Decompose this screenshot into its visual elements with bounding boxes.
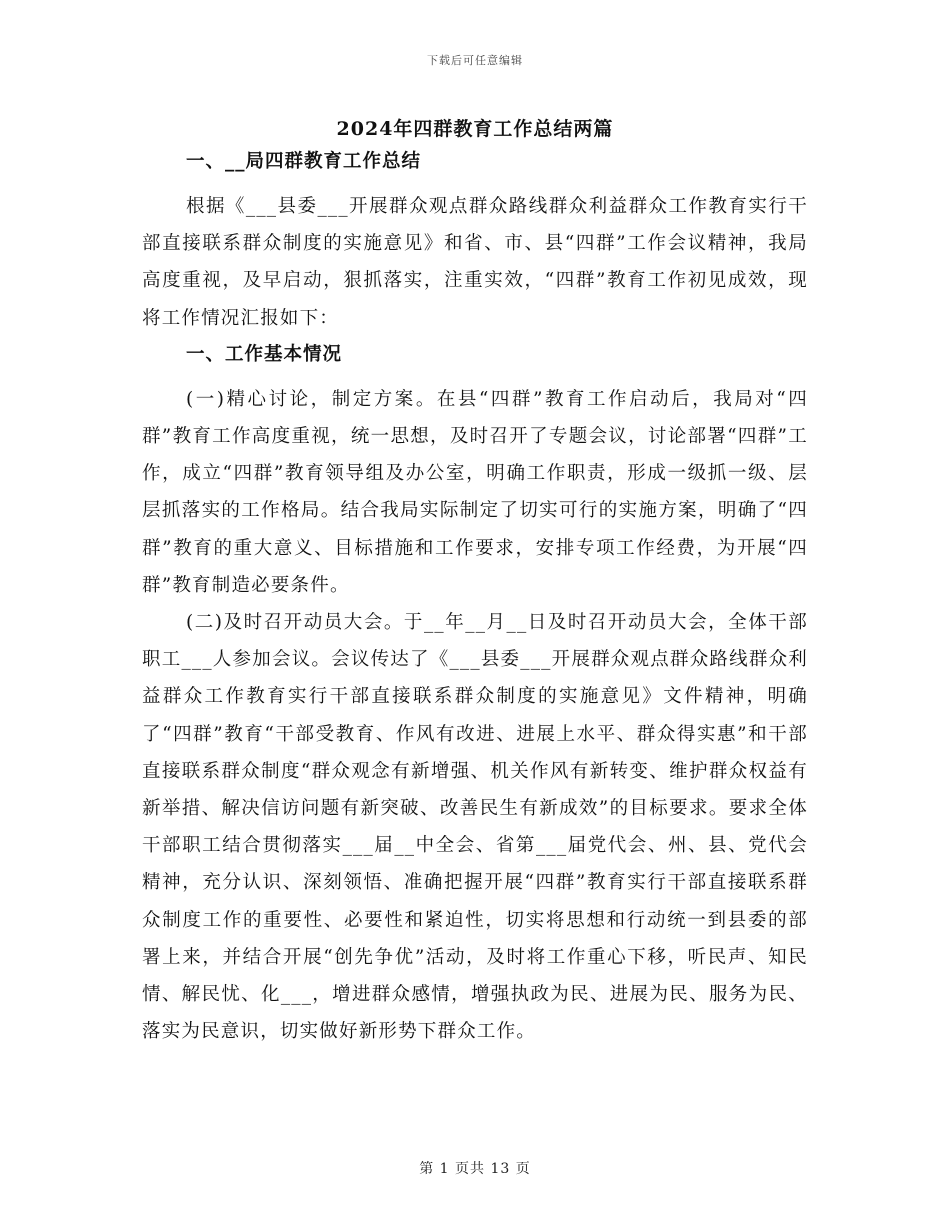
page-footer: 第 1 页共 13 页 xyxy=(419,1161,531,1177)
section-heading: 一、__局四群教育工作总结 xyxy=(186,151,422,172)
document-title: 2024年四群教育工作总结两篇 xyxy=(336,118,614,140)
intro-paragraph: 根据《___县委___开展群众观点群众路线群众利益群众工作教育实行干部直接联系群众制度的实施意见》和省、市、县“四群”工作会议精神，我局高度重视，及早启动，狠抓落实，注重实效，“四群”教育工作初见成效，现将工作情况汇报如下： xyxy=(142,196,808,329)
header-note: 下载后可任意编辑 xyxy=(427,54,523,67)
paragraph-2: (二)及时召开动员大会。于__年__月__日及时召开动员大会，全体干部职工___人参加会议。会议传达了《___县委___开展群众观点群众路线群众利益群众工作教育实行干部直接联系群众制度的实施意见》文件精神，明确了“四群”教育“干部受教育、作风有改进、进展上水平、群众得实惠”和干部直接联系群众制度“群众观念有新增强、机关作风有新转变、维护群众权益有新举措、解决信访问题有新突破、改善民生有新成效”的目标要求。要求全体干部职工结合贯彻落实___届__中全会、省第___届党代会、州、县、党代会精神，充分认识、深刻领悟、准确把握开展“四群”教育实行干部直接联系群众制度工作的重要性、必要性和紧迫性，切实将思想和行动统一到县委的部署上来，并结合开展“创先争优”活动，及时将工作重心下移，听民声、知民情、解民忧、化___，增进群众感情，增强执政为民、进展为民、服务为民、落实为民意识，切实做好新形势下群众工作。 xyxy=(142,612,808,1043)
document-body xyxy=(142,150,808,1050)
subsection-heading: 一、工作基本情况 xyxy=(186,343,343,365)
paragraph-1: (一)精心讨论，制定方案。在县“四群”教育工作启动后，我局对“四群”教育工作高度重视，统一思想，及时召开了专题会议，讨论部署“四群”工作，成立“四群”教育领导组及办公室，明确工作职责，形成一级抓一级、层层抓落实的工作格局。结合我局实际制定了切实可行的实施方案，明确了“四群”教育的重大意义、目标措施和工作要求，安排专项工作经费，为开展“四群”教育制造必要条件。 xyxy=(142,388,808,596)
